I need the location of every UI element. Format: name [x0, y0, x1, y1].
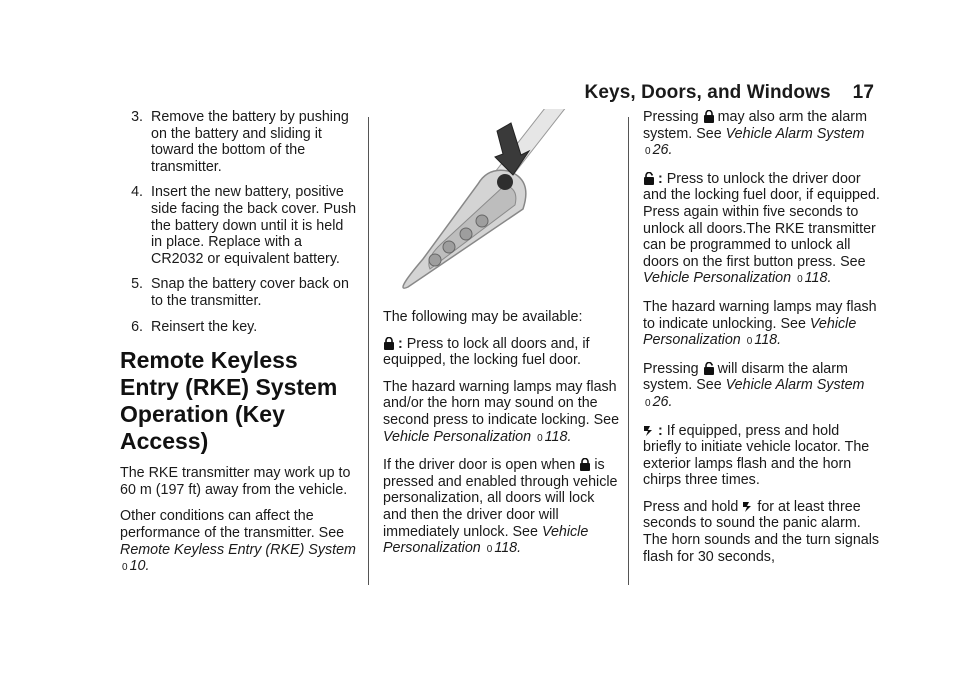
- list-item: 5. Snap the battery cover back on to the transmitter.: [131, 276, 349, 309]
- lock-icon: [703, 110, 715, 123]
- vehicle-alarm-link[interactable]: Vehicle Alarm System: [725, 377, 865, 394]
- intro-text: The following may be available:: [383, 309, 583, 325]
- column-divider: [628, 117, 629, 585]
- vehicle-locator-icon: [643, 424, 655, 437]
- door-open-paragraph: If the driver door is open when is pressed and enabled through vehicle personalization, all doors will lock and then the driver door will immediately unlock. See Vehicle Personalization 0 118.: [383, 457, 618, 557]
- vehicle-alarm-link[interactable]: Vehicle Alarm System: [725, 125, 865, 142]
- page-ref[interactable]: 10: [129, 558, 146, 575]
- vehicle-personalization-link[interactable]: Vehicle Personalization: [383, 523, 589, 557]
- column-divider: [368, 117, 369, 585]
- section-title: Keys, Doors, and Windows: [584, 82, 831, 103]
- list-item: 4. Insert the new battery, positive side facing the back cover. Push the battery down until it is held in place. Replace with a CR2032 or equivalent battery.: [131, 184, 357, 267]
- vehicle-personalization-link[interactable]: Vehicle Personalization: [383, 428, 532, 445]
- vehicle-locator-icon: [742, 500, 754, 513]
- unlock-icon: [703, 362, 715, 375]
- hazard-unlock-paragraph: The hazard warning lamps may flash to indicate unlocking. See Vehicle Personalization 0 118.: [643, 298, 877, 349]
- lock-icon: [383, 337, 395, 350]
- conditions-paragraph: Other conditions can affect the performance of the transmitter. See Remote Keyless Entry (RKE) System 0 10.: [120, 508, 356, 575]
- battery-steps: [120, 109, 358, 335]
- page-ref-icon: 0: [645, 146, 651, 158]
- page-number: 17: [852, 82, 874, 103]
- unlock-icon: [643, 172, 655, 185]
- column-1: [120, 109, 358, 587]
- list-item: 6. Reinsert the key.: [131, 318, 258, 335]
- panic-paragraph: Press and hold for at least three seconds to sound the panic alarm. The horn sounds and the turn signals flash for 30 seconds,: [643, 498, 880, 565]
- list-item: 3. Remove the battery by pushing on the battery and sliding it toward the bottom of the transmitter.: [131, 109, 349, 175]
- locator-description: : If equipped, press and hold briefly to initiate vehicle locator. The exterior lamps flash and the horn chirps three times.: [643, 422, 870, 489]
- alarm-disarm-paragraph: Pressing will disarm the alarm system. See Vehicle Alarm System 0 26.: [643, 360, 865, 410]
- page-ref-icon: 0: [645, 397, 651, 409]
- column-3: [643, 109, 881, 575]
- unlock-description: : Press to unlock the driver door and the locking fuel door, if equipped. Press again within five seconds to unlock all doors.The RKE transmitter can be programmed to unlock all doors on the first button press. See Vehicle Personalization 0 118.: [643, 170, 880, 287]
- vehicle-personalization-link[interactable]: Vehicle Personalization: [643, 315, 857, 349]
- range-paragraph: The RKE transmitter may work up to 60 m (197 ft) away from the vehicle.: [120, 465, 351, 498]
- section-heading: Remote Keyless Entry (RKE) System Operation (Key Access): [120, 347, 338, 455]
- column-2: [383, 109, 621, 569]
- page-ref-icon: 0: [797, 274, 803, 286]
- key-fob-illustration: [383, 109, 621, 299]
- alarm-arm-paragraph: Pressing may also arm the alarm system. See Vehicle Alarm System 0 26.: [643, 109, 867, 159]
- hazard-lock-paragraph: The hazard warning lamps may flash and/or the horn may sound on the second press to indicate locking. See Vehicle Personalization 0 118.: [383, 378, 620, 445]
- rke-system-link[interactable]: Remote Keyless Entry (RKE) System: [120, 541, 356, 558]
- page-ref-icon: 0: [746, 336, 753, 348]
- lock-description: : Press to lock all doors and, if equipped, the locking fuel door.: [383, 335, 590, 369]
- page-ref-icon: 0: [122, 562, 128, 574]
- page-header: [585, 82, 874, 104]
- page-ref-icon: 0: [486, 544, 493, 556]
- lock-icon: [579, 458, 591, 471]
- vehicle-personalization-link[interactable]: Vehicle Personalization: [643, 270, 792, 287]
- page-ref-icon: 0: [537, 432, 543, 444]
